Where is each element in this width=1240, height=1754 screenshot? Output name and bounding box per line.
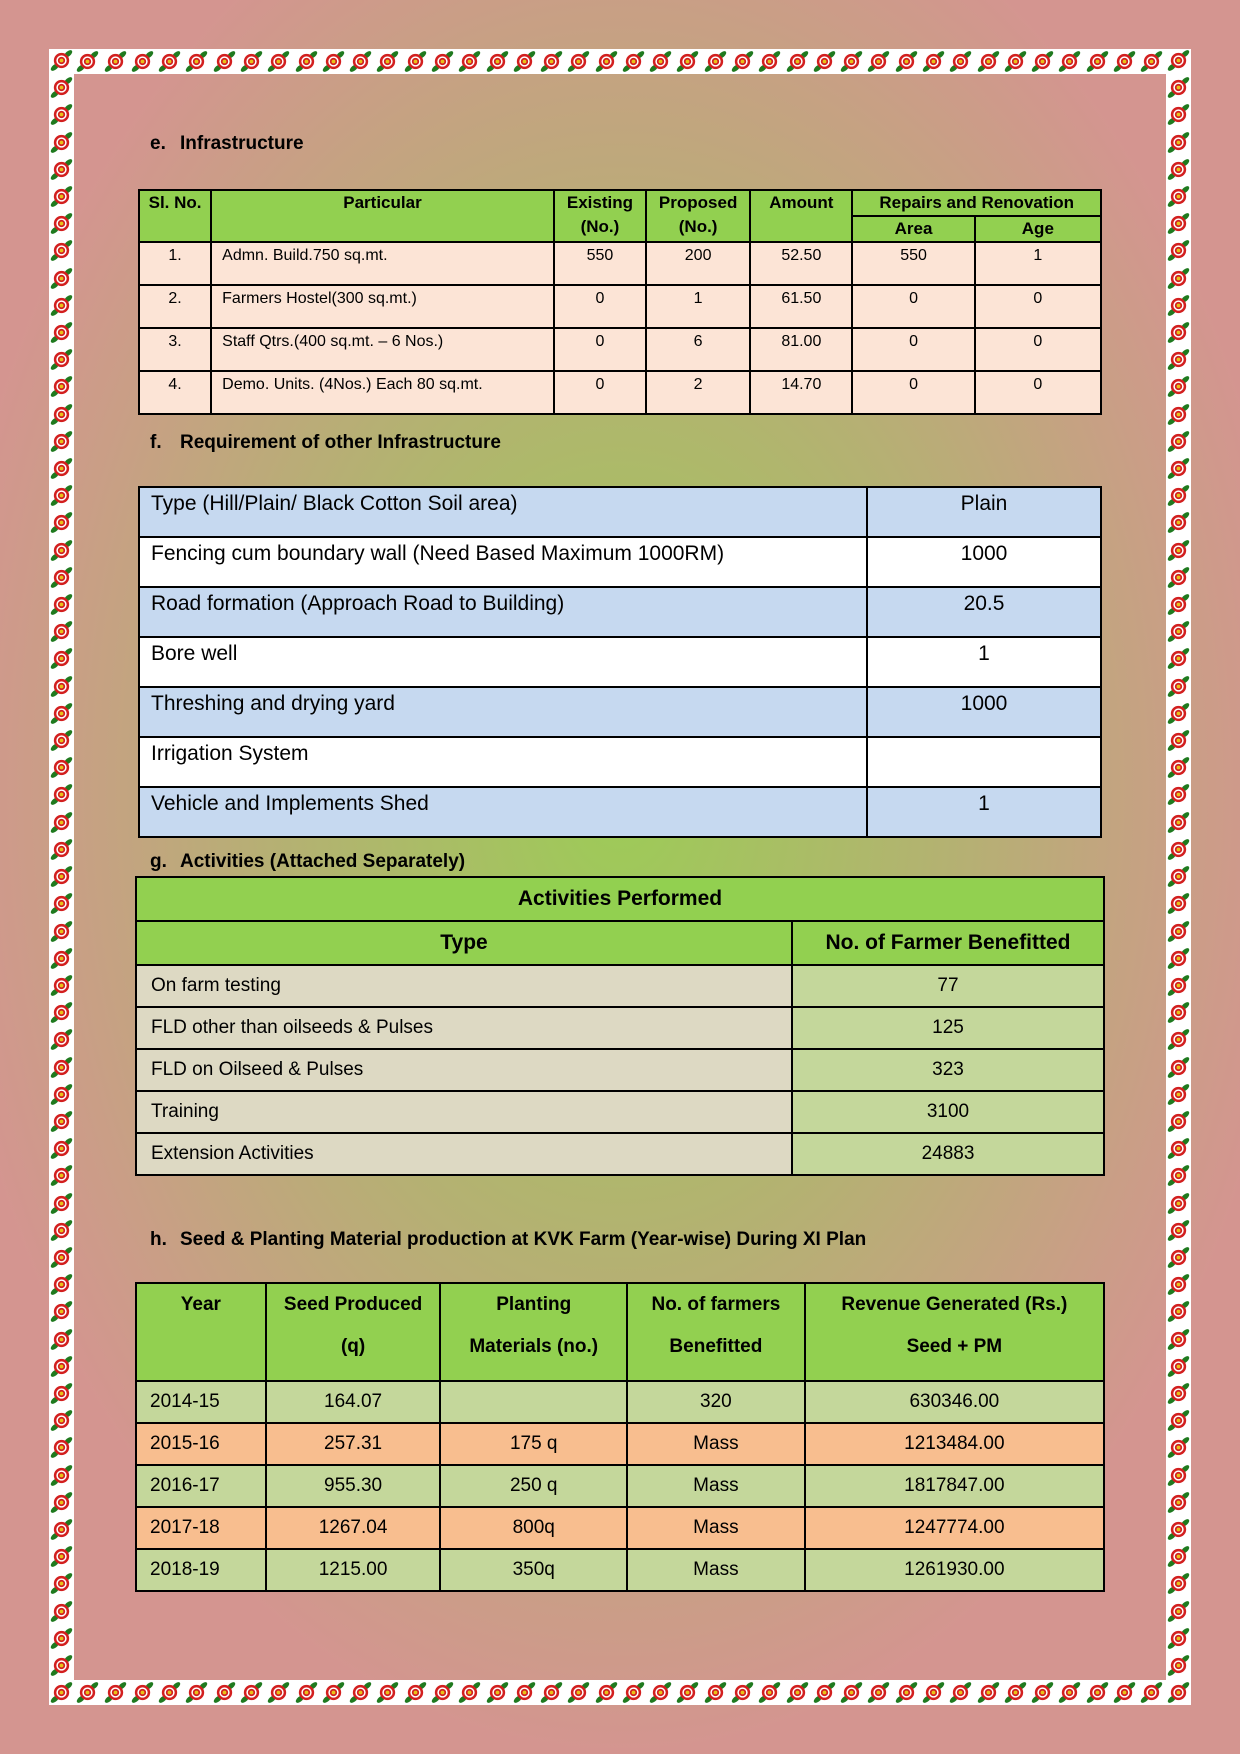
proposed-cell: 2 [646, 371, 750, 414]
header-repairs: Repairs and Renovation [852, 190, 1101, 216]
header-farmers-benefitted [627, 1283, 805, 1381]
table-row [139, 328, 1101, 371]
table-row [139, 487, 1101, 537]
header-seed-produced [266, 1283, 441, 1381]
age-cell: 0 [975, 328, 1101, 371]
proposed-cell: 200 [646, 242, 750, 285]
table-row [136, 1465, 1104, 1507]
sl-no-cell: 1. [139, 242, 211, 285]
section-e-heading [150, 133, 304, 155]
requirement-value: 1000 [867, 537, 1101, 587]
table-row [136, 1507, 1104, 1549]
section-e-letter: e. [150, 133, 166, 154]
requirement-value: 1 [867, 787, 1101, 837]
existing-cell: 550 [554, 242, 646, 285]
other-infrastructure-rows [139, 487, 1101, 837]
existing-cell: 0 [554, 328, 646, 371]
particular-cell: Demo. Units. (4Nos.) Each 80 sq.mt. [211, 371, 554, 414]
header-revenue-line2: Seed + PM [906, 1336, 1003, 1357]
section-h-heading [150, 1229, 866, 1251]
farmers-count: 323 [792, 1049, 1104, 1091]
particular-cell: Farmers Hostel(300 sq.mt.) [211, 285, 554, 328]
farmers-benefitted-cell: Mass [627, 1549, 805, 1591]
header-amount: Amount [750, 190, 852, 242]
table-header-row [136, 1283, 1104, 1381]
infrastructure-table [138, 189, 1102, 415]
requirement-value: Plain [867, 487, 1101, 537]
requirement-label: Bore well [139, 637, 867, 687]
table-row [136, 1381, 1104, 1423]
amount-cell: 52.50 [750, 242, 852, 285]
seed-produced-cell: 955.30 [266, 1465, 441, 1507]
requirement-value: 20.5 [867, 587, 1101, 637]
table-row [136, 1549, 1104, 1591]
age-cell: 0 [975, 285, 1101, 328]
section-h-letter: h. [150, 1229, 167, 1250]
revenue-cell: 1213484.00 [805, 1423, 1104, 1465]
table-row [136, 1423, 1104, 1465]
existing-cell: 0 [554, 285, 646, 328]
seed-production-table [135, 1282, 1105, 1592]
table-header-row [136, 921, 1104, 965]
table-row [139, 371, 1101, 414]
table-row [139, 637, 1101, 687]
table-title-row [136, 877, 1104, 921]
table-row [136, 965, 1104, 1007]
seed-production-rows [136, 1381, 1104, 1591]
farmers-count: 125 [792, 1007, 1104, 1049]
revenue-cell: 1247774.00 [805, 1507, 1104, 1549]
amount-cell: 81.00 [750, 328, 852, 371]
area-cell: 0 [852, 328, 974, 371]
header-farmers-line1: No. of farmers [651, 1294, 781, 1315]
requirement-label: Fencing cum boundary wall (Need Based Maximum 1000RM) [139, 537, 867, 587]
planting-materials-cell [440, 1381, 627, 1423]
sl-no-cell: 2. [139, 285, 211, 328]
farmers-benefitted-cell: Mass [627, 1423, 805, 1465]
particular-cell: Admn. Build.750 sq.mt. [211, 242, 554, 285]
section-g-letter: g. [150, 851, 167, 872]
farmers-benefitted-cell: Mass [627, 1507, 805, 1549]
table-row [136, 1007, 1104, 1049]
table-row [139, 687, 1101, 737]
farmers-count: 24883 [792, 1133, 1104, 1175]
header-type: Type [136, 921, 792, 965]
seed-produced-cell: 164.07 [266, 1381, 441, 1423]
requirement-value [867, 737, 1101, 787]
year-cell: 2018-19 [136, 1549, 266, 1591]
planting-materials-cell: 175 q [440, 1423, 627, 1465]
farmers-count: 77 [792, 965, 1104, 1007]
activity-type: FLD on Oilseed & Pulses [136, 1049, 792, 1091]
section-h-title: Seed & Planting Material production at KVK Farm (Year-wise) During XI Plan [180, 1229, 867, 1250]
table-row [136, 1091, 1104, 1133]
sl-no-cell: 4. [139, 371, 211, 414]
header-year-text: Year [180, 1294, 221, 1315]
table-header-row [139, 190, 1101, 216]
area-cell: 0 [852, 285, 974, 328]
revenue-cell: 1261930.00 [805, 1549, 1104, 1591]
seed-produced-cell: 1215.00 [266, 1549, 441, 1591]
header-farmers-benefitted: No. of Farmer Benefitted [792, 921, 1104, 965]
requirement-label: Road formation (Approach Road to Building) [139, 587, 867, 637]
activity-type: Training [136, 1091, 792, 1133]
revenue-cell: 1817847.00 [805, 1465, 1104, 1507]
requirement-value: 1 [867, 637, 1101, 687]
header-planting-materials [440, 1283, 627, 1381]
existing-cell: 0 [554, 371, 646, 414]
header-area: Area [852, 216, 974, 242]
activity-type: On farm testing [136, 965, 792, 1007]
activities-table-title: Activities Performed [136, 877, 1104, 921]
requirement-value: 1000 [867, 687, 1101, 737]
year-cell: 2017-18 [136, 1507, 266, 1549]
table-row [136, 1133, 1104, 1175]
header-particular: Particular [211, 190, 554, 242]
requirement-label: Irrigation System [139, 737, 867, 787]
particular-cell: Staff Qtrs.(400 sq.mt. – 6 Nos.) [211, 328, 554, 371]
proposed-cell: 1 [646, 285, 750, 328]
activities-rows [136, 965, 1104, 1175]
table-row [139, 285, 1101, 328]
requirement-label: Threshing and drying yard [139, 687, 867, 737]
header-revenue [805, 1283, 1104, 1381]
year-cell: 2014-15 [136, 1381, 266, 1423]
age-cell: 1 [975, 242, 1101, 285]
seed-produced-cell: 1267.04 [266, 1507, 441, 1549]
table-row [139, 787, 1101, 837]
section-g-heading [150, 851, 465, 873]
header-proposed: Proposed (No.) [646, 190, 750, 242]
area-cell: 0 [852, 371, 974, 414]
header-existing: Existing (No.) [554, 190, 646, 242]
header-farmers-line2: Benefitted [669, 1336, 763, 1357]
infrastructure-rows [139, 242, 1101, 414]
requirement-label: Type (Hill/Plain/ Black Cotton Soil area) [139, 487, 867, 537]
activities-table [135, 876, 1105, 1176]
header-seed-line1: Seed Produced [283, 1294, 423, 1315]
revenue-cell: 630346.00 [805, 1381, 1104, 1423]
table-row [136, 1049, 1104, 1091]
activity-type: Extension Activities [136, 1133, 792, 1175]
table-row [139, 737, 1101, 787]
planting-materials-cell: 350q [440, 1549, 627, 1591]
section-f-heading [150, 432, 501, 454]
section-f-title: Requirement of other Infrastructure [180, 432, 501, 453]
planting-materials-cell: 800q [440, 1507, 627, 1549]
age-cell: 0 [975, 371, 1101, 414]
planting-materials-cell: 250 q [440, 1465, 627, 1507]
table-row [139, 587, 1101, 637]
header-year [136, 1283, 266, 1381]
seed-produced-cell: 257.31 [266, 1423, 441, 1465]
farmers-count: 3100 [792, 1091, 1104, 1133]
section-g-title: Activities (Attached Separately) [180, 851, 466, 872]
year-cell: 2016-17 [136, 1465, 266, 1507]
requirement-label: Vehicle and Implements Shed [139, 787, 867, 837]
amount-cell: 14.70 [750, 371, 852, 414]
area-cell: 550 [852, 242, 974, 285]
proposed-cell: 6 [646, 328, 750, 371]
table-row [139, 242, 1101, 285]
section-f-letter: f. [150, 432, 162, 453]
header-revenue-line1: Revenue Generated (Rs.) [841, 1294, 1068, 1315]
farmers-benefitted-cell: 320 [627, 1381, 805, 1423]
activity-type: FLD other than oilseeds & Pulses [136, 1007, 792, 1049]
header-sl-no: Sl. No. [139, 190, 211, 242]
section-e-title: Infrastructure [180, 133, 304, 154]
year-cell: 2015-16 [136, 1423, 266, 1465]
header-seed-line2: (q) [340, 1336, 366, 1357]
header-planting-line2: Materials (no.) [469, 1336, 599, 1357]
other-infrastructure-table [138, 486, 1102, 838]
amount-cell: 61.50 [750, 285, 852, 328]
sl-no-cell: 3. [139, 328, 211, 371]
header-age: Age [975, 216, 1101, 242]
header-planting-line1: Planting [496, 1294, 572, 1315]
table-row [139, 537, 1101, 587]
farmers-benefitted-cell: Mass [627, 1465, 805, 1507]
